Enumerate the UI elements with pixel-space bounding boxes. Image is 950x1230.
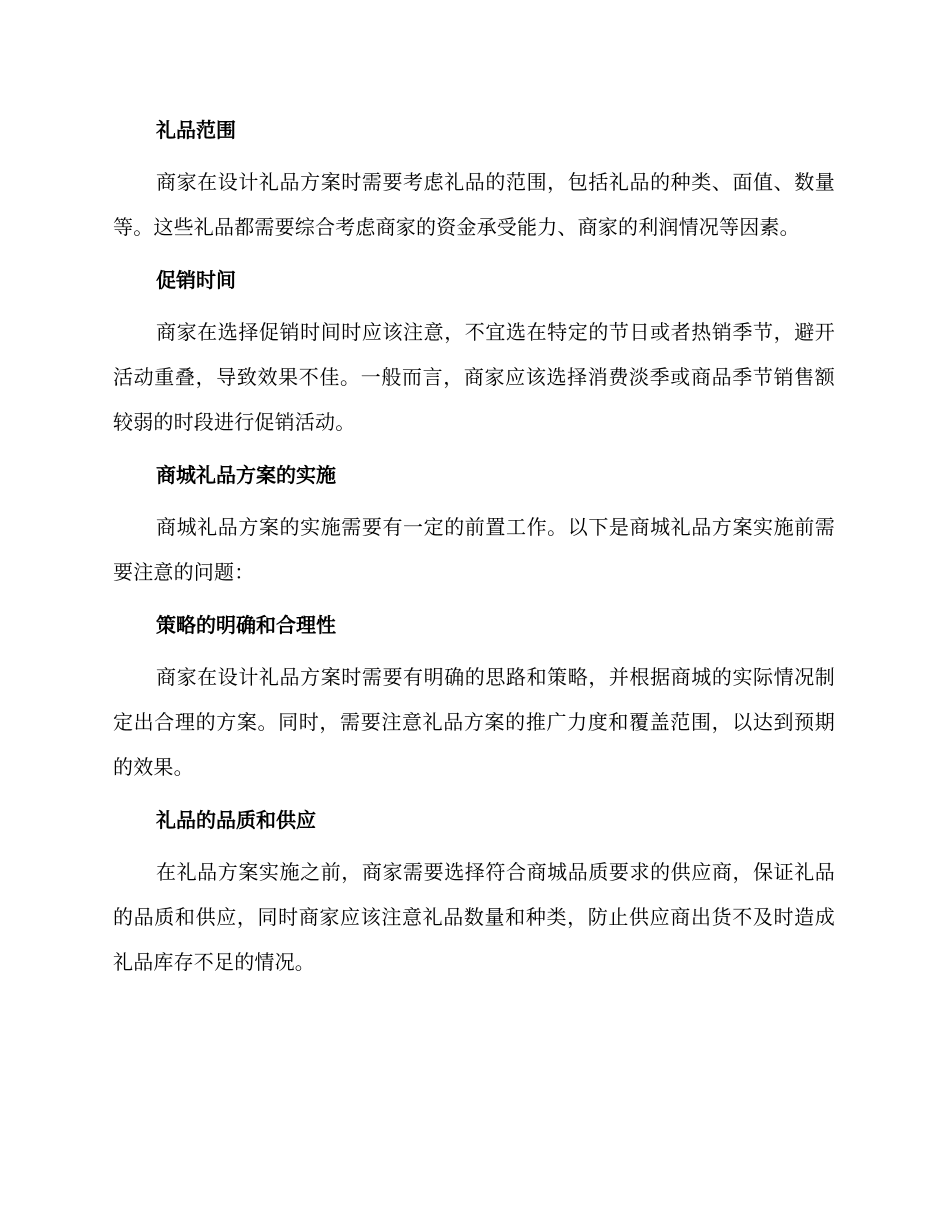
section-heading-quality-supply: 礼品的品质和供应	[156, 808, 316, 832]
section-paragraph-strategy: 商家在设计礼品方案时需要有明确的思路和策略，并根据商城的实际情况制定出合理的方案。同时，需要注意礼品方案的推广力度和覆盖范围，以达到预期的效果。	[113, 665, 835, 779]
section-heading-strategy: 策略的明确和合理性	[156, 613, 336, 637]
section-paragraph-implementation: 商城礼品方案的实施需要有一定的前置工作。以下是商城礼品方案实施前需要注意的问题：	[113, 515, 835, 584]
section-heading-promotion-time: 促销时间	[156, 268, 236, 292]
section-heading-implementation: 商城礼品方案的实施	[156, 463, 336, 487]
document-body	[113, 110, 835, 995]
section-paragraph-gift-scope: 商家在设计礼品方案时需要考虑礼品的范围，包括礼品的种类、面值、数量等。这些礼品都需要综合考虑商家的资金承受能力、商家的利润情况等因素。	[113, 170, 835, 239]
section-heading-gift-scope: 礼品范围	[156, 118, 236, 142]
section-paragraph-quality-supply: 在礼品方案实施之前，商家需要选择符合商城品质要求的供应商，保证礼品的品质和供应，同时商家应该注意礼品数量和种类，防止供应商出货不及时造成礼品库存不足的情况。	[113, 860, 835, 974]
section-paragraph-promotion-time: 商家在选择促销时间时应该注意，不宜选在特定的节日或者热销季节，避开活动重叠，导致效果不佳。一般而言，商家应该选择消费淡季或商品季节销售额较弱的时段进行促销活动。	[113, 320, 835, 434]
